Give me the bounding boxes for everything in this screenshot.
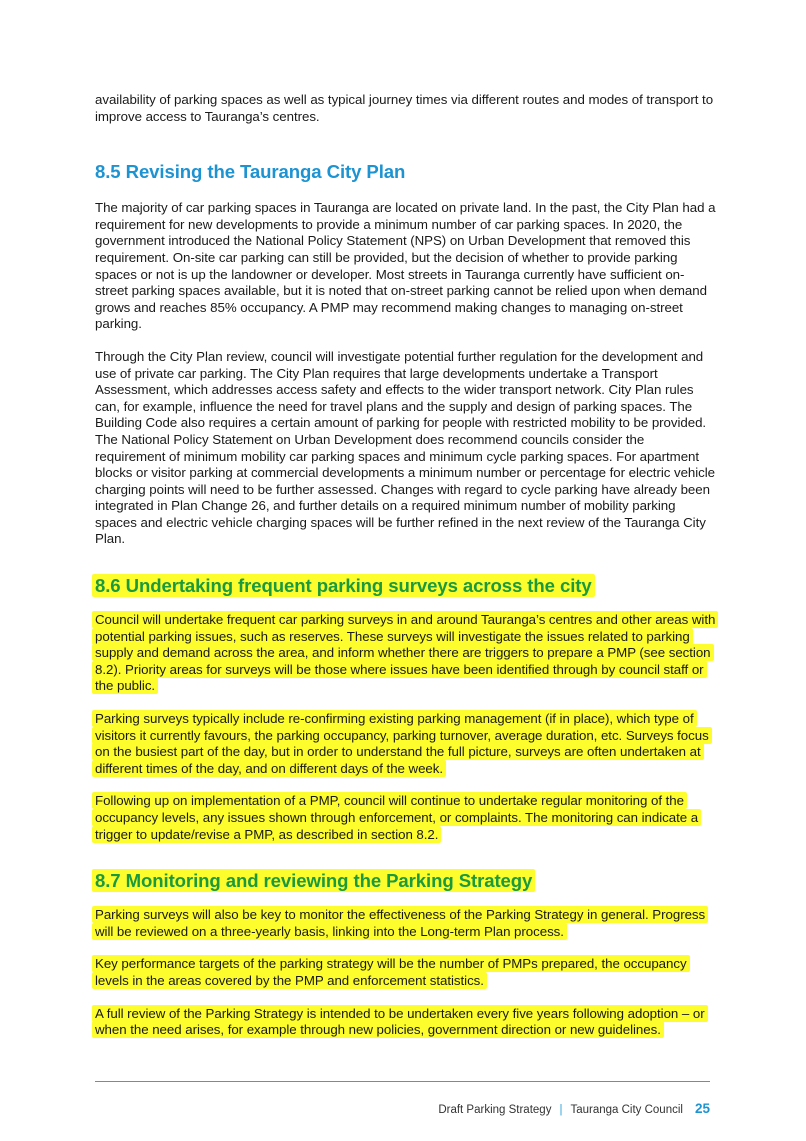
page-number: 25 bbox=[694, 1101, 710, 1116]
paragraph-8-7-2 bbox=[95, 956, 717, 989]
paragraph-8-6-1-text: Council will undertake frequent car parking surveys in and around Tauranga’s centres and other areas with potential parking issues, such as reserves. These surveys will investigate the issues related to parking supply and demand across the area, and inform whether there are triggers to prepare a PMP (see section 8.2). Priority areas for surveys will be those where issues have been identified through by council staff or the public. bbox=[92, 611, 718, 694]
footer-rule bbox=[95, 1081, 710, 1082]
footer-separator: | bbox=[559, 1104, 563, 1116]
paragraph-8-6-3-text: Following up on implementation of a PMP, council will continue to undertake regular monitoring of the occupancy levels, any issues shown through enforcement, or complaints. The monitoring can indicate a trigger to update/revise a PMP, as described in section 8.2. bbox=[92, 792, 701, 842]
heading-8-5: 8.5 Revising the Tauranga City Plan bbox=[95, 161, 406, 183]
heading-8-6-text: 8.6 Undertaking frequent parking surveys across the city bbox=[92, 574, 595, 597]
paragraph-8-7-3-text: A full review of the Parking Strategy is intended to be undertaken every five years following adoption – or when the need arises, for example through new policies, government direction or new guidelines. bbox=[92, 1005, 708, 1039]
paragraph-8-7-1 bbox=[95, 907, 717, 940]
heading-8-7 bbox=[95, 869, 717, 893]
paragraph-8-5-1: The majority of car parking spaces in Tauranga are located on private land. In the past, the City Plan had a requirement for new developments to provide a minimum number of car parking spaces. In 2020, the government introduced the National Policy Statement (NPS) on Urban Development that removed this requirement. On-site car parking can still be provided, but the decision of whether to provide parking spaces or not is up the landowner or developer. Most streets in Tauranga currently have sufficient on-street parking spaces available, but it is noted that on-street parking cannot be relied upon when demand grows and reaches 85% occupancy. A PMP may recommend making changes to managing on-street parking. bbox=[95, 200, 716, 332]
page-footer bbox=[438, 1101, 710, 1116]
footer-doc-title: Draft Parking Strategy bbox=[438, 1104, 552, 1116]
heading-8-7-text: 8.7 Monitoring and reviewing the Parking Strategy bbox=[92, 869, 535, 892]
page-content bbox=[95, 92, 717, 1039]
paragraph-8-6-2-text: Parking surveys typically include re-confirming existing parking management (if in place), which type of visitors it currently favours, the parking occupancy, parking turnover, average duration, etc. Surveys focus on the busiest part of the day, but in order to understand the full picture, surveys are often undertaken at different times of the day, and on different days of the week. bbox=[92, 710, 712, 777]
heading-8-6 bbox=[95, 574, 717, 598]
intro-paragraph: availability of parking spaces as well as typical journey times via different routes and modes of transport to improve access to Tauranga’s centres. bbox=[95, 92, 714, 124]
footer-org: Tauranga City Council bbox=[570, 1104, 683, 1116]
paragraph-8-6-2 bbox=[95, 711, 717, 777]
paragraph-8-7-2-text: Key performance targets of the parking strategy will be the number of PMPs prepared, the occupancy levels in the areas covered by the PMP and enforcement statistics. bbox=[92, 955, 690, 989]
paragraph-8-6-1 bbox=[95, 612, 717, 695]
paragraph-8-5-2: Through the City Plan review, council will investigate potential further regulation for the development and use of private car parking. The City Plan requires that large developments undertake a Transport Assessment, which addresses access safety and effects to the wider transport network. City Plan rules can, for example, influence the need for travel plans and the supply and design of parking spaces. The Building Code also requires a certain amount of parking for people with restricted mobility to be provided. The National Policy Statement on Urban Development does recommend councils consider the requirement of minimum mobility car parking spaces and minimum cycle parking spaces. For apartment blocks or visitor parking at commercial developments a minimum number or percentage for electric vehicle charging points will need to be further assessed. Changes with regard to cycle parking have already been integrated in Plan Change 26, and further details on a required minimum number of mobility parking spaces and electric vehicle charging spaces will be further refined in the next review of the Tauranga City Plan. bbox=[95, 348, 716, 547]
paragraph-8-7-1-text: Parking surveys will also be key to monitor the effectiveness of the Parking Strategy in general. Progress will be reviewed on a three-yearly basis, linking into the Long-term Plan process. bbox=[92, 906, 708, 940]
paragraph-8-6-3 bbox=[95, 793, 717, 843]
paragraph-8-7-3 bbox=[95, 1006, 717, 1039]
